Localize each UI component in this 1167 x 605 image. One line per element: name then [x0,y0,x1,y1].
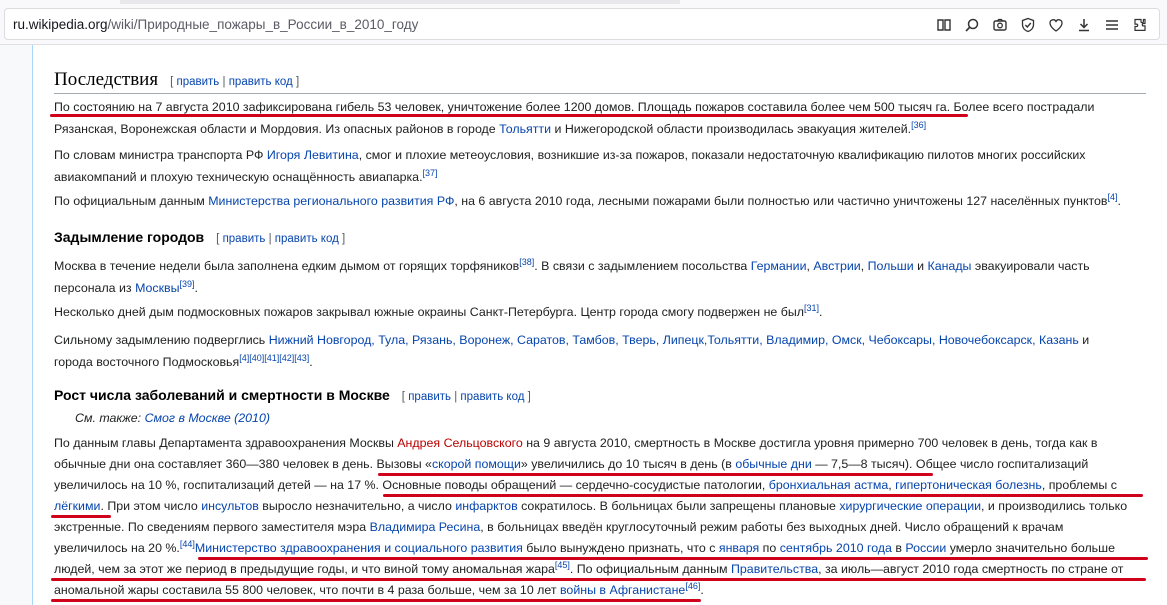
ref[interactable]: [36] [911,119,927,130]
link-infarcts[interactable]: инфарктов [455,499,518,513]
link-january[interactable]: января [718,541,760,555]
link-poland[interactable]: Польши [867,259,914,273]
hatnote: См. также: Смог в Москве (2010) [75,411,270,425]
edit-code-link[interactable]: править код [460,391,525,403]
link-austria[interactable]: Австрии [813,259,861,273]
link-levitin[interactable]: Игоря Левитина [266,148,359,162]
url-text[interactable] [13,17,418,32]
screenshot-icon[interactable] [991,16,1009,34]
link-ordinary-days[interactable]: обычные дни [735,457,812,471]
shield-icon[interactable] [1019,16,1037,34]
link-asthma[interactable]: бронхиальная астма [768,478,889,492]
paragraph-3: По официальным данным Министерства регионального развития РФ, на 6 августа 2010 года, лесными пожарами были полностью или частично уничтожены 127 населённых пунктов[4]. [54,191,1121,208]
reader-view-icon[interactable] [935,16,953,34]
edit-link[interactable]: править [176,76,220,88]
red-underline [378,473,933,476]
link-hypertension[interactable]: гипертоническая болезнь [895,478,1042,492]
edit-links: [ править | править код ] [216,233,346,245]
link-seltsovsky[interactable]: Андрея Сельцовского [397,436,523,450]
ref[interactable]: [39] [179,278,195,289]
paragraph-6: Сильному задымлению подверглись Нижний Новгород, Тула, Рязань, Воронеж, Саратов, Тамбов, Тверь, Липецк,Тольятти, Владимир, Омск, Чебоксары, Новочебоксарск, Казань и города восточного Подмосковья[4][40][41][42][43]. [54,333,1090,369]
section-title: Последствия [54,69,159,90]
ref[interactable]: [38] [519,256,535,267]
red-underline [383,494,1143,497]
link-cities[interactable]: Нижний Новгород, Тула, Рязань, Воронеж, Саратов, Тамбов, Тверь, Липецк,Тольятти, Владимир, Омск, Чебоксары, Новочебоксарск, Казань [268,333,1079,347]
article-content [32,45,1167,605]
link-canada[interactable]: Канады [927,259,972,273]
search-icon[interactable] [963,16,981,34]
edit-code-link[interactable]: править код [274,233,339,245]
left-gutter [0,45,32,605]
link-lungs[interactable]: лёгкими [54,499,101,513]
url-path: /wiki/Природные_пожары_в_России_в_2010_году [107,17,419,32]
link-afghan-war[interactable]: войны в Афганистане [559,583,686,597]
ref[interactable]: [44] [179,538,195,549]
heart-icon[interactable] [1047,16,1065,34]
link-tolyatti[interactable]: Тольятти [499,122,552,136]
link-government[interactable]: Правительства [731,562,819,576]
edit-links: [ править | править код ] [170,76,300,88]
menu-icon[interactable] [1103,16,1121,34]
edit-link[interactable]: править [408,391,452,403]
red-underline [51,599,701,602]
ref[interactable]: [46] [685,580,701,591]
ref[interactable]: [31] [804,302,820,313]
section-heading-mortality [54,387,531,403]
ref[interactable]: [4][40][41][42][43] [239,352,310,363]
ref[interactable]: [45] [554,559,570,570]
link-september-2010[interactable]: сентябрь 2010 года [779,541,892,555]
link-smog-moscow[interactable]: Смог в Москве (2010) [144,411,270,425]
paragraph-2: По словам министра транспорта РФ Игоря Левитина, смог и плохие метеоусловия, возникшие из-за пожаров, показали недостаточную квалификацию пилотов многих российских авиакомпаний и плохую техническую оснащённость авиапарка.[37] [54,148,1086,184]
url-host: ru.wikipedia.org [13,17,108,32]
link-moscow[interactable]: Москвы [135,281,180,295]
ref[interactable]: [4] [1107,191,1118,202]
link-strokes[interactable]: инсультов [201,499,259,513]
paragraph-5: Несколько дней дым подмосковных пожаров закрывал южные окраины Санкт-Петербурга. Центр города смогу подвержен не был[31]. [54,302,823,319]
paragraph-7: По данным главы Департамента здравоохранения Москвы Андрея Сельцовского на 9 августа 2010, смертность в Москве достигла уровня примерно 700 человек в день, тогда как в обычные дни она составляет 360—380 человек в день. Вызовы «скорой помощи» увеличились до 10 тысяч в день (в обычные дни — 7,5—8 тысяч). Общее число госпитализаций увеличилось на 10 %, госпитализаций детей — на 17 %. Основные поводы обращений — сердечно-сосудистые патологии, бронхиальная астма, гипертоническая болезнь, проблемы с лёгкими. При этом число инсультов выросло незначительно, а число инфарктов сократилось. В больницах были запрещены плановые хирургические операции, и производились только экстренные. По сведениям первого заместителя мэра Владимира Ресина, в больницах введён круглосуточный режим работы без выходных дней. Число обращений к врачам увеличилось на 20 %.[44]Министерство здравоохранения и социального развития было вынуждено признать, что с января по сентябрь 2010 года в России умерло значительно больше людей, чем за этот же период в предыдущие годы, и что виной тому аномальная жара[45]. По официальным данным Правительства, за июль—август 2010 года смертность по стране от аномальной жары составила 55 800 человек, что почти в 4 раза больше, чем за 10 лет войны в Афганистане[46]. [54,436,1128,597]
tab-strip [120,0,680,4]
edit-links: [ править | править код ] [401,391,531,403]
link-ambulance[interactable]: скорой помощи [431,457,521,471]
toolbar-icons [935,16,1149,34]
extension-icon[interactable] [1131,16,1149,34]
link-russia[interactable]: России [905,541,947,555]
link-resin[interactable]: Владимира Ресина [369,520,481,534]
section-heading-smoke [54,229,345,245]
section-title: Рост числа заболеваний и смертности в Москве [54,387,390,403]
red-underline [51,515,111,518]
red-underline [50,114,968,117]
red-underline [198,557,1148,560]
link-germany[interactable]: Германии [750,259,807,273]
edit-link[interactable]: править [222,233,266,245]
link-ministry-regional[interactable]: Министерства регионального развития РФ [208,194,455,208]
download-icon[interactable] [1075,16,1093,34]
section-title: Задымление городов [54,229,205,245]
link-ministry-health[interactable]: Министерство здравоохранения и социального развития [194,541,523,555]
section-heading-consequences [54,69,299,91]
edit-code-link[interactable]: править код [228,76,293,88]
ref[interactable]: [37] [422,167,438,178]
browser-toolbar [0,0,1167,45]
paragraph-4: Москва в течение недели была заполнена едким дымом от горящих торфяников[38]. В связи с задымлением посольства Германии, Австрии, Польши и Канады эвакуировали часть персонала из Москвы[39]. [54,256,1090,295]
red-underline [51,578,1146,581]
address-bar[interactable] [4,8,1160,40]
link-surgery[interactable]: хирургические операции [839,499,982,513]
heading-rule [54,93,1146,94]
paragraph-1: По состоянию на 7 августа 2010 зафиксирована гибель 53 человек, уничтожение более 1200 домов. Площадь пожаров составила более чем 500 тысяч га. Более всего пострадали Рязанская, Воронежская области и Мордовия. Из опасных районов в городе Тольятти и Нижегородской области производилась эвакуация жителей.[36] [54,100,1095,136]
